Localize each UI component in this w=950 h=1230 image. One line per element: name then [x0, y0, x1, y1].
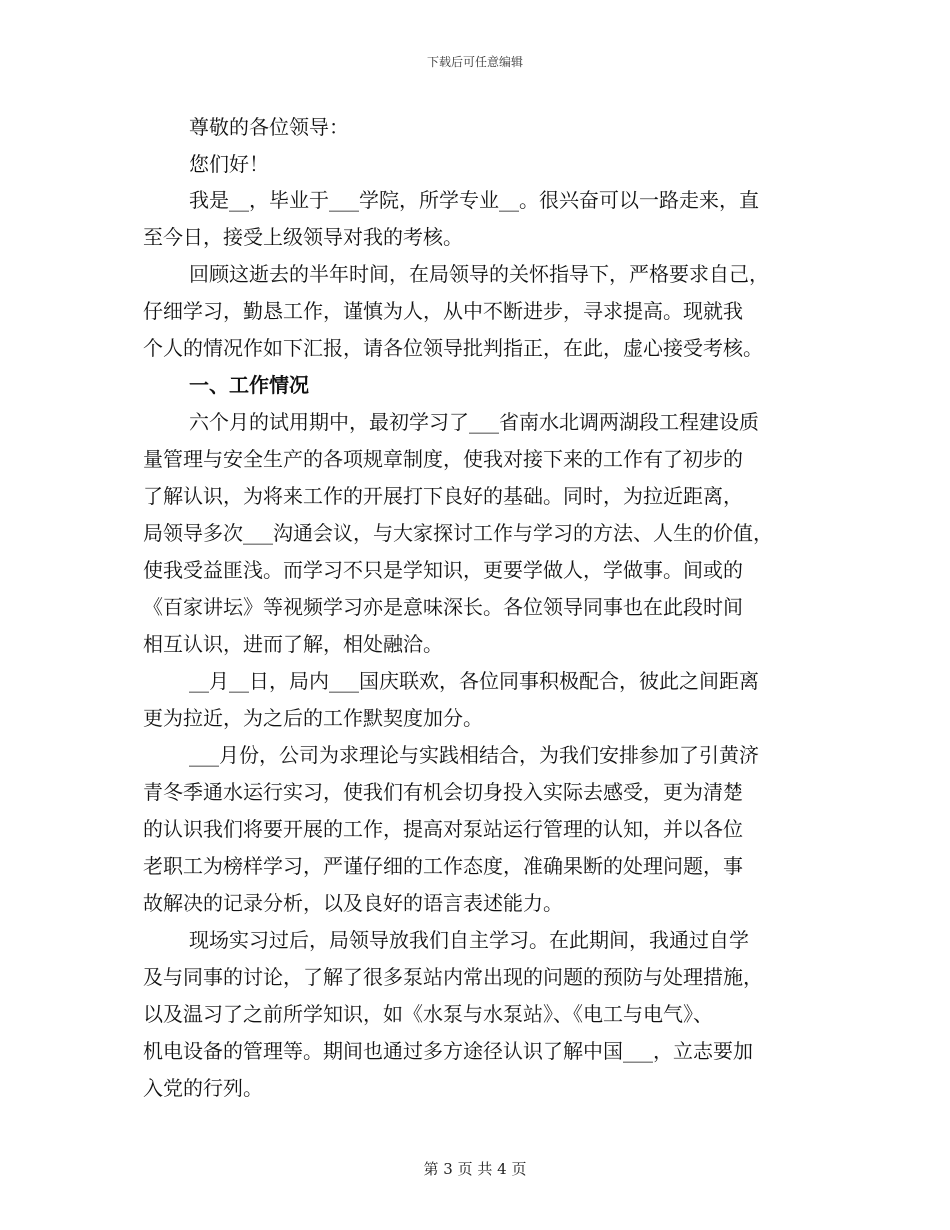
- paragraph-line: ___月份，公司为求理论与实践相结合，为我们安排参加了引黄济: [189, 743, 759, 767]
- paragraph-line: 使我受益匪浅。而学习不只是学知识，更要学做人，学做事。间或的: [143, 558, 743, 582]
- paragraph-line: 故解决的记录分析，以及良好的语言表述能力。: [143, 891, 563, 915]
- paragraph-line: 现场实习过后，局领导放我们自主学习。在此期间，我通过自学: [189, 928, 749, 952]
- paragraph-line: 回顾这逝去的半年时间，在局领导的关怀指导下，严格要求自己，: [189, 262, 769, 286]
- paragraph-line: 量管理与安全生产的各项规章制度，使我对接下来的工作有了初步的: [143, 447, 743, 471]
- paragraph-line: 我是__，毕业于___学院，所学专业__。很兴奋可以一路走来，直: [189, 188, 759, 212]
- page-header: 下载后可任意编辑: [426, 55, 523, 69]
- paragraph-line: 局领导多次___沟通会议，与大家探讨工作与学习的方法、人生的价值，: [143, 521, 773, 545]
- salutation-line: 尊敬的各位领导：: [189, 115, 349, 139]
- paragraph-line: 仔细学习，勤恳工作，谨慎为人，从中不断进步，寻求提高。现就我: [143, 299, 743, 323]
- paragraph-line: 个人的情况作如下汇报，请各位领导批判指正，在此，虚心接受考核。: [143, 336, 763, 360]
- paragraph-line: 以及温习了之前所学知识，如《水泵与水泵站》、《电工与电气》、: [143, 1002, 713, 1026]
- paragraph-line: 相互认识，进而了解，相处融洽。: [143, 632, 443, 656]
- page-number-footer: 第 3 页 共 4 页: [423, 1160, 527, 1178]
- paragraph-line: 至今日，接受上级领导对我的考核。: [143, 225, 463, 249]
- section-heading: 一、工作情况: [189, 373, 309, 397]
- paragraph-line: 入党的行列。: [143, 1076, 263, 1100]
- paragraph-line: 老职工为榜样学习，严谨仔细的工作态度，准确果断的处理问题，事: [143, 854, 743, 878]
- paragraph-line: 更为拉近，为之后的工作默契度加分。: [143, 706, 483, 730]
- paragraph-line: 青冬季通水运行实习，使我们有机会切身投入实际去感受，更为清楚: [143, 780, 743, 804]
- paragraph-line: 六个月的试用期中，最初学习了___省南水北调两湖段工程建设质: [189, 410, 759, 434]
- paragraph-line: __月__日，局内___国庆联欢，各位同事积极配合，彼此之间距离: [189, 669, 759, 693]
- greeting-line: 您们好！: [189, 152, 269, 176]
- paragraph-line: 机电设备的管理等。期间也通过多方途径认识了解中国___，立志要加: [143, 1039, 753, 1063]
- paragraph-line: 《百家讲坛》等视频学习亦是意味深长。各位领导同事也在此段时间: [143, 595, 743, 619]
- paragraph-line: 及与同事的讨论，了解了很多泵站内常出现的问题的预防与处理措施，: [143, 965, 763, 989]
- paragraph-line: 了解认识，为将来工作的开展打下良好的基础。同时，为拉近距离，: [143, 484, 743, 508]
- paragraph-line: 的认识我们将要开展的工作，提高对泵站运行管理的认知，并以各位: [143, 817, 743, 841]
